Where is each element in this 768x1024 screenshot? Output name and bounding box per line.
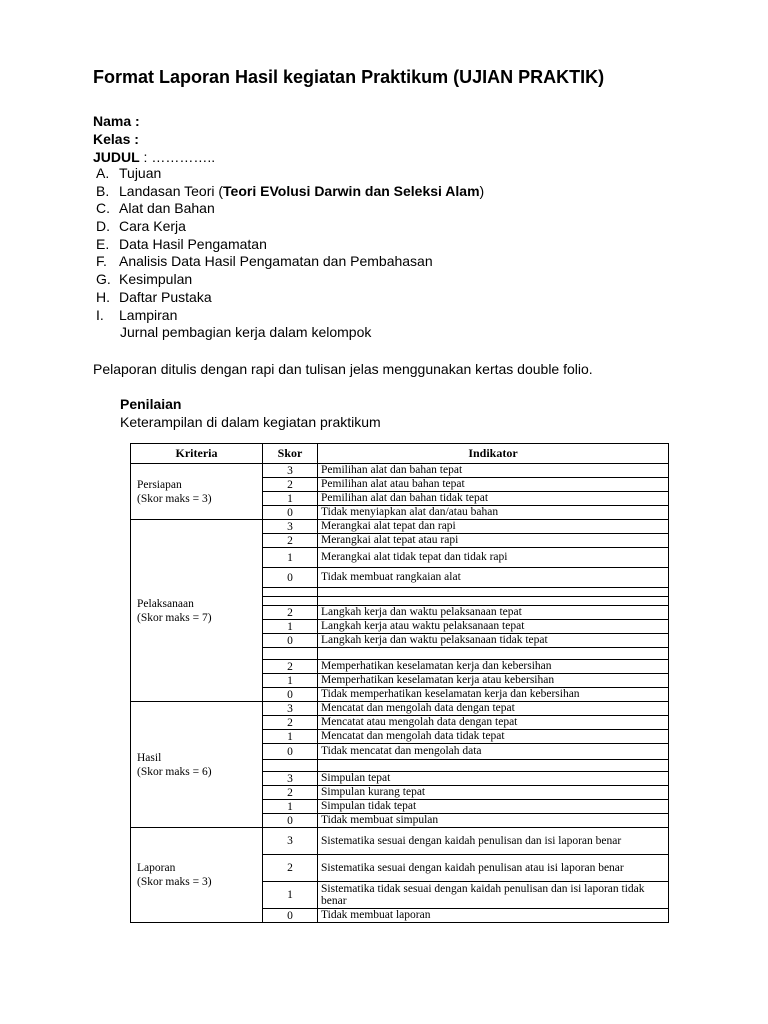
indicator-cell xyxy=(318,597,669,606)
criteria-max: (Skor maks = 3) xyxy=(137,876,212,888)
outline-text-suffix: ) xyxy=(479,182,485,199)
criteria-name: Pelaksanaan xyxy=(137,597,194,610)
indicator-cell: Tidak membuat laporan xyxy=(318,909,669,923)
outline-letter: E. xyxy=(96,235,110,252)
score-cell: 2 xyxy=(263,660,318,674)
outline-text: Tujuan xyxy=(119,165,162,181)
score-cell: 1 xyxy=(263,492,318,506)
instruction-note: Pelaporan ditulis dengan rapi dan tulisan jelas menggunakan kertas double folio. xyxy=(93,361,593,377)
indicator-cell: Langkah kerja dan waktu pelaksanaan tepat xyxy=(318,606,669,620)
score-cell xyxy=(263,588,318,597)
score-cell: 3 xyxy=(263,464,318,478)
indicator-cell: Merangkai alat tepat dan rapi xyxy=(318,520,669,534)
indicator-cell: Mencatat dan mengolah data dengan tepat xyxy=(318,702,669,716)
outline-text: Daftar Pustaka xyxy=(119,288,212,305)
table-row xyxy=(131,702,669,716)
indicator-cell: Sistematika sesuai dengan kaidah penulisan atau isi laporan benar xyxy=(318,855,669,882)
indicator-cell: Tidak memperhatikan keselamatan kerja dan kebersihan xyxy=(318,688,669,702)
criteria-max: (Skor maks = 6) xyxy=(137,765,212,778)
outline-text: Data Hasil Pengamatan xyxy=(119,235,267,252)
score-cell: 0 xyxy=(263,814,318,828)
outline-text-bold: Teori EVolusi Darwin dan Seleksi Alam xyxy=(223,182,480,199)
indicator-cell: Langkah kerja atau waktu pelaksanaan tepat xyxy=(318,620,669,634)
indicator-cell: Langkah kerja dan waktu pelaksanaan tidak tepat xyxy=(318,634,669,648)
score-cell: 0 xyxy=(263,688,318,702)
indicator-cell: Tidak membuat rangkaian alat xyxy=(318,568,669,588)
score-cell: 3 xyxy=(263,520,318,534)
outline-text: Analisis Data Hasil Pengamatan dan Pembahasan xyxy=(119,253,433,270)
criteria-name: Persiapan xyxy=(137,478,182,491)
score-cell: 2 xyxy=(263,606,318,620)
score-cell: 2 xyxy=(263,716,318,730)
outline-subitem xyxy=(93,324,484,342)
criteria-name: Hasil xyxy=(137,751,162,764)
outline-item xyxy=(93,253,484,271)
report-outline xyxy=(93,165,484,342)
score-cell: 2 xyxy=(263,786,318,800)
outline-item xyxy=(93,200,484,218)
score-cell: 0 xyxy=(263,634,318,648)
score-cell: 2 xyxy=(263,855,318,882)
indicator-cell: Simpulan tepat xyxy=(318,772,669,786)
outline-text: Alat dan Bahan xyxy=(119,200,215,217)
score-cell: 2 xyxy=(263,478,318,492)
table-row xyxy=(131,520,669,534)
score-cell: 1 xyxy=(263,548,318,568)
score-cell: 1 xyxy=(263,730,318,744)
indicator-cell: Sistematika sesuai dengan kaidah penulisan dan isi laporan benar xyxy=(318,828,669,855)
score-cell xyxy=(263,760,318,772)
outline-item xyxy=(93,218,484,236)
header-skor: Skor xyxy=(263,444,318,464)
indicator-cell: Mencatat atau mengolah data dengan tepat xyxy=(318,716,669,730)
criteria-cell xyxy=(131,520,263,702)
criteria-max: (Skor maks = 3) xyxy=(137,492,212,505)
outline-letter: A. xyxy=(96,165,110,181)
score-cell: 0 xyxy=(263,909,318,923)
indicator-cell: Tidak mencatat dan mengolah data xyxy=(318,744,669,760)
score-cell: 3 xyxy=(263,702,318,716)
criteria-cell xyxy=(131,702,263,828)
indicator-cell: Merangkai alat tidak tepat dan tidak rapi xyxy=(318,548,669,568)
indicator-cell: Tidak membuat simpulan xyxy=(318,814,669,828)
indicator-cell xyxy=(318,760,669,772)
indicator-cell: Mencatat dan mengolah data tidak tepat xyxy=(318,730,669,744)
outline-letter: I. xyxy=(96,306,104,323)
header-indikator: Indikator xyxy=(318,444,669,464)
outline-text: Cara Kerja xyxy=(119,218,186,235)
indicator-cell: Sistematika tidak sesuai dengan kaidah penulisan dan isi laporan tidak benar xyxy=(318,882,669,909)
judul-field xyxy=(93,149,215,165)
header-kriteria: Kriteria xyxy=(131,444,263,464)
table-row xyxy=(131,464,669,478)
judul-value: : ………….. xyxy=(139,149,216,165)
outline-letter: G. xyxy=(96,271,111,288)
outline-text-prefix: Landasan Teori ( xyxy=(119,182,224,199)
score-cell xyxy=(263,648,318,660)
score-cell: 2 xyxy=(263,534,318,548)
outline-letter: C. xyxy=(96,200,110,217)
indicator-cell: Pemilihan alat atau bahan tepat xyxy=(318,478,669,492)
outline-item xyxy=(93,183,484,201)
score-cell: 1 xyxy=(263,882,318,909)
outline-text: Jurnal pembagian kerja dalam kelompok xyxy=(120,324,372,341)
criteria-name: Laporan xyxy=(137,862,176,874)
penilaian-heading: Penilaian xyxy=(120,396,182,412)
indicator-cell: Memperhatikan keselamatan kerja atau kebersihan xyxy=(318,674,669,688)
outline-letter: H. xyxy=(96,288,110,305)
kelas-field xyxy=(93,131,139,147)
indicator-cell: Simpulan kurang tepat xyxy=(318,786,669,800)
indicator-cell: Simpulan tidak tepat xyxy=(318,800,669,814)
criteria-cell xyxy=(131,828,263,923)
score-cell: 3 xyxy=(263,772,318,786)
judul-label: JUDUL xyxy=(93,149,140,165)
indicator-cell xyxy=(318,588,669,597)
score-cell: 1 xyxy=(263,620,318,634)
criteria-cell xyxy=(131,464,263,520)
indicator-cell: Merangkai alat tepat atau rapi xyxy=(318,534,669,548)
criteria-max: (Skor maks = 7) xyxy=(137,611,212,624)
table-header-row xyxy=(131,444,669,464)
score-cell: 0 xyxy=(263,744,318,760)
indicator-cell xyxy=(318,648,669,660)
document-title: Format Laporan Hasil kegiatan Praktikum (UJIAN PRAKTIK) xyxy=(93,67,605,87)
outline-item xyxy=(93,236,484,254)
nama-field xyxy=(93,113,140,129)
indicator-cell: Tidak menyiapkan alat dan/atau bahan xyxy=(318,506,669,520)
outline-text: Kesimpulan xyxy=(119,271,193,288)
nama-label: Nama : xyxy=(93,113,140,129)
outline-item xyxy=(93,165,484,183)
indicator-cell: Memperhatikan keselamatan kerja dan kebersihan xyxy=(318,660,669,674)
outline-text: Lampiran xyxy=(119,306,178,323)
score-cell: 1 xyxy=(263,674,318,688)
outline-letter: D. xyxy=(96,218,110,235)
outline-item xyxy=(93,307,484,325)
score-cell xyxy=(263,597,318,606)
penilaian-subheading: Keterampilan di dalam kegiatan praktikum xyxy=(120,414,381,430)
outline-letter: B. xyxy=(96,182,110,199)
score-cell: 0 xyxy=(263,568,318,588)
indicator-cell: Pemilihan alat dan bahan tidak tepat xyxy=(318,492,669,506)
outline-letter: F. xyxy=(96,253,107,270)
kelas-label: Kelas : xyxy=(93,131,139,147)
outline-item xyxy=(93,271,484,289)
table-row xyxy=(131,828,669,855)
score-cell: 1 xyxy=(263,800,318,814)
outline-item xyxy=(93,289,484,307)
indicator-cell: Pemilihan alat dan bahan tepat xyxy=(318,464,669,478)
assessment-rubric-table xyxy=(130,443,669,923)
score-cell: 3 xyxy=(263,828,318,855)
score-cell: 0 xyxy=(263,506,318,520)
